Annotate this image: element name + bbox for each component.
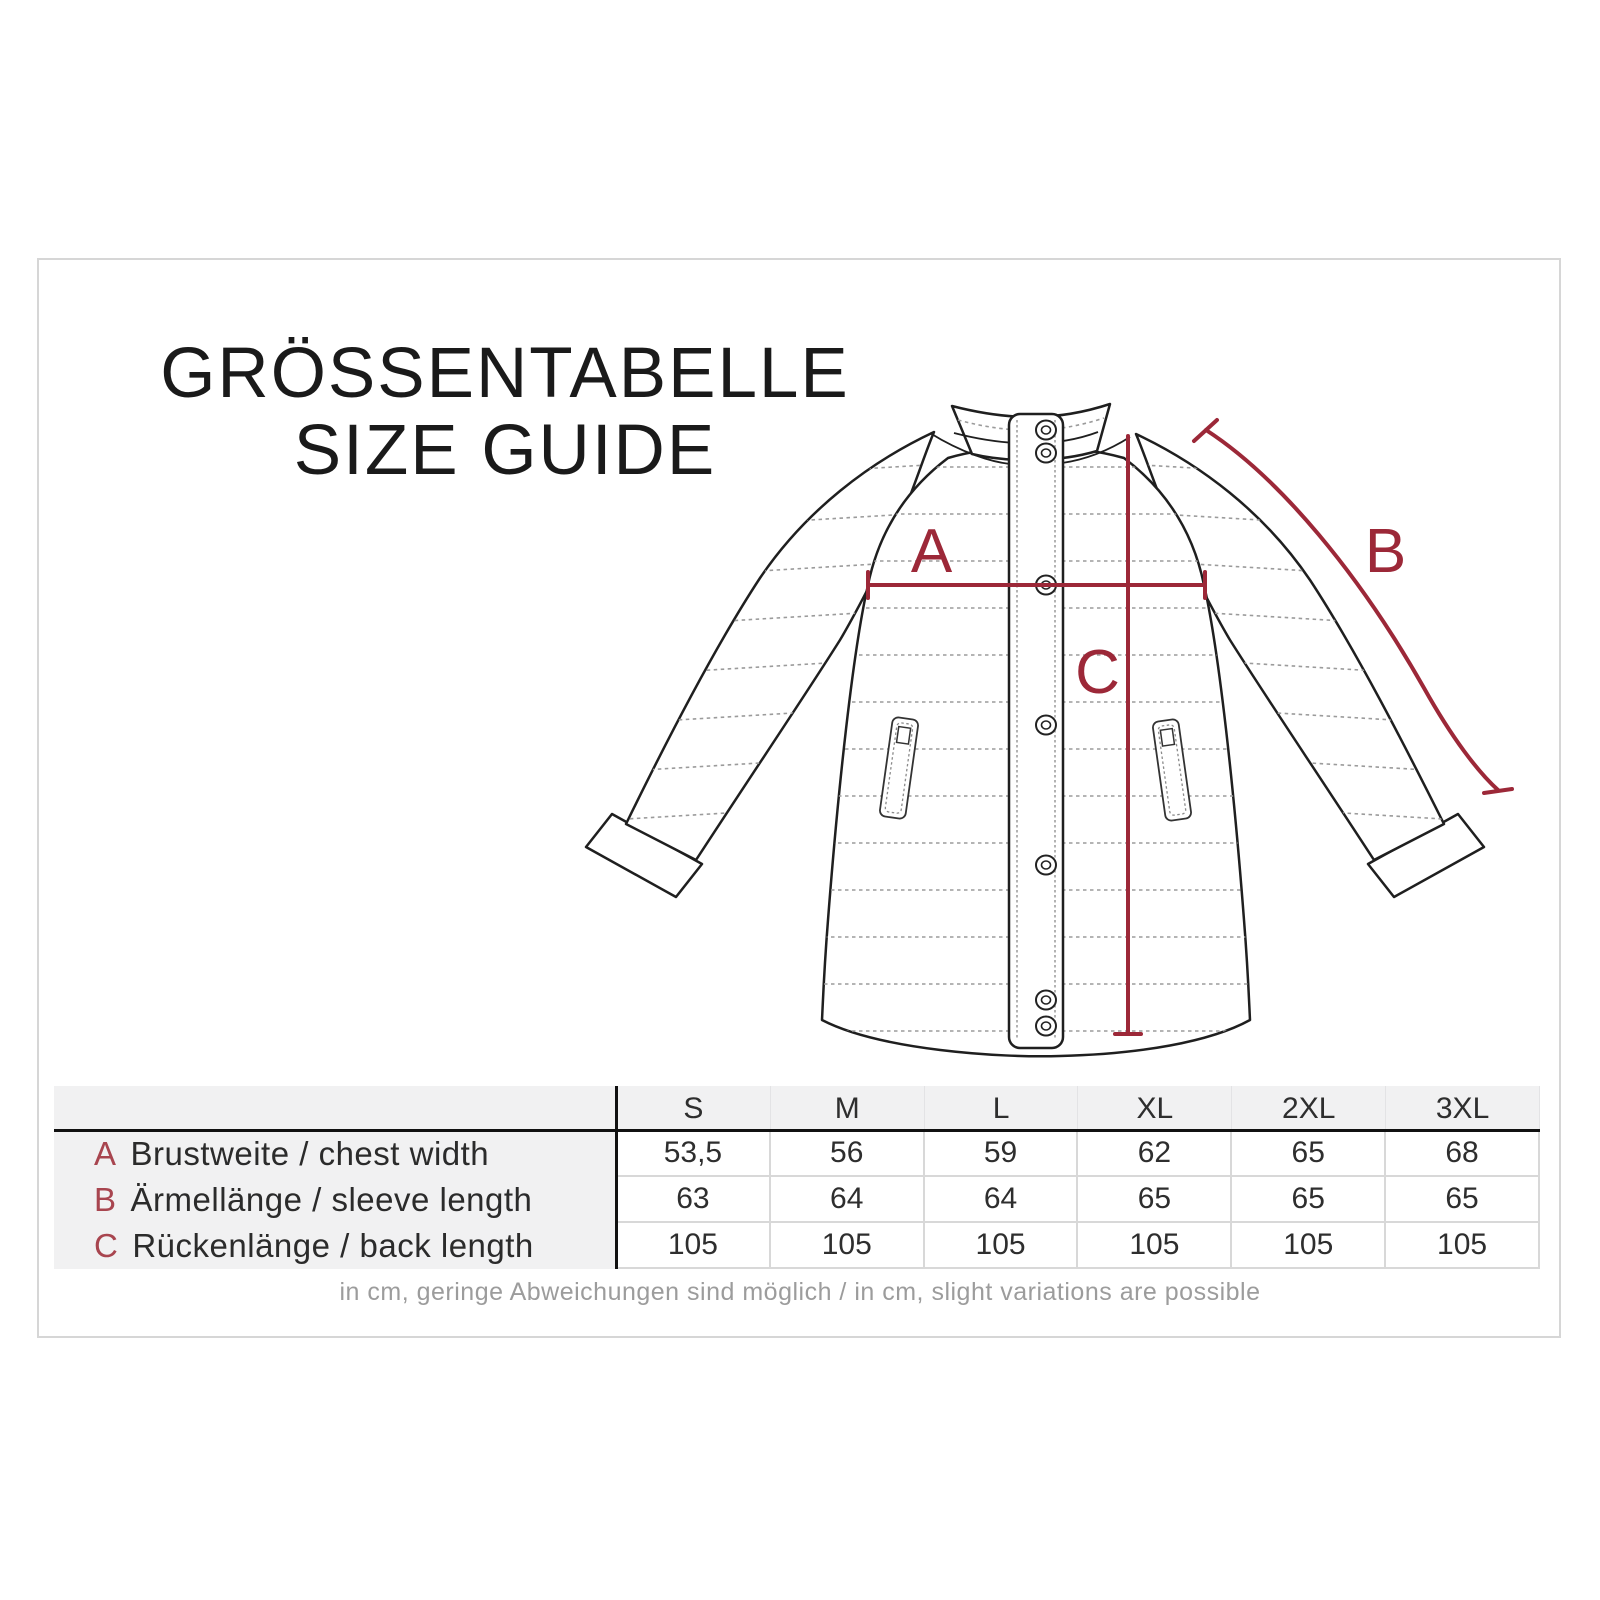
table-corner-cell bbox=[54, 1086, 617, 1131]
column-header-l: L bbox=[925, 1086, 1079, 1131]
value-chest-l: 59 bbox=[925, 1131, 1079, 1177]
title-line-german: GRÖSSENTABELLE bbox=[160, 334, 850, 413]
value-back-3xl: 105 bbox=[1386, 1223, 1540, 1269]
value-sleeve-s: 63 bbox=[617, 1177, 771, 1223]
value-chest-3xl: 68 bbox=[1386, 1131, 1540, 1177]
column-header-xl: XL bbox=[1078, 1086, 1232, 1131]
value-back-s: 105 bbox=[617, 1223, 771, 1269]
table-label-divider bbox=[615, 1086, 618, 1269]
row-label-sleeve-length bbox=[54, 1177, 617, 1223]
value-sleeve-m: 64 bbox=[771, 1177, 925, 1223]
row-label-text: Rückenlänge / back length bbox=[132, 1227, 534, 1264]
value-sleeve-l: 64 bbox=[925, 1177, 1079, 1223]
column-header-s: S bbox=[617, 1086, 771, 1131]
placket bbox=[1009, 414, 1063, 1048]
value-back-l: 105 bbox=[925, 1223, 1079, 1269]
column-header-m: M bbox=[771, 1086, 925, 1131]
title-line-english: SIZE GUIDE bbox=[293, 410, 717, 490]
value-chest-2xl: 65 bbox=[1232, 1131, 1386, 1177]
row-label-chest-width bbox=[54, 1131, 617, 1177]
table-header-divider bbox=[54, 1129, 1540, 1132]
row-letter-b: B bbox=[94, 1181, 117, 1218]
row-label-text: Ärmellänge / sleeve length bbox=[130, 1181, 533, 1218]
value-back-2xl: 105 bbox=[1232, 1223, 1386, 1269]
value-chest-s: 53,5 bbox=[617, 1131, 771, 1177]
value-chest-m: 56 bbox=[771, 1131, 925, 1177]
size-table bbox=[54, 1086, 1540, 1269]
row-label-back-length bbox=[54, 1223, 617, 1269]
measurement-c-label: C bbox=[1075, 638, 1121, 707]
measurement-b-label: B bbox=[1364, 517, 1408, 586]
column-header-2xl: 2XL bbox=[1232, 1086, 1386, 1131]
measurement-a-label: A bbox=[910, 517, 954, 586]
value-sleeve-2xl: 65 bbox=[1232, 1177, 1386, 1223]
value-chest-xl: 62 bbox=[1078, 1131, 1232, 1177]
column-header-3xl: 3XL bbox=[1386, 1086, 1540, 1131]
row-letter-a: A bbox=[94, 1135, 117, 1172]
value-back-m: 105 bbox=[771, 1223, 925, 1269]
value-back-xl: 105 bbox=[1078, 1223, 1232, 1269]
row-letter-c: C bbox=[94, 1227, 119, 1264]
value-sleeve-xl: 65 bbox=[1078, 1177, 1232, 1223]
value-sleeve-3xl: 65 bbox=[1386, 1177, 1540, 1223]
row-label-text: Brustweite / chest width bbox=[130, 1135, 490, 1172]
footnote: in cm, geringe Abweichungen sind möglich / in cm, slight variations are possible bbox=[339, 1278, 1261, 1306]
